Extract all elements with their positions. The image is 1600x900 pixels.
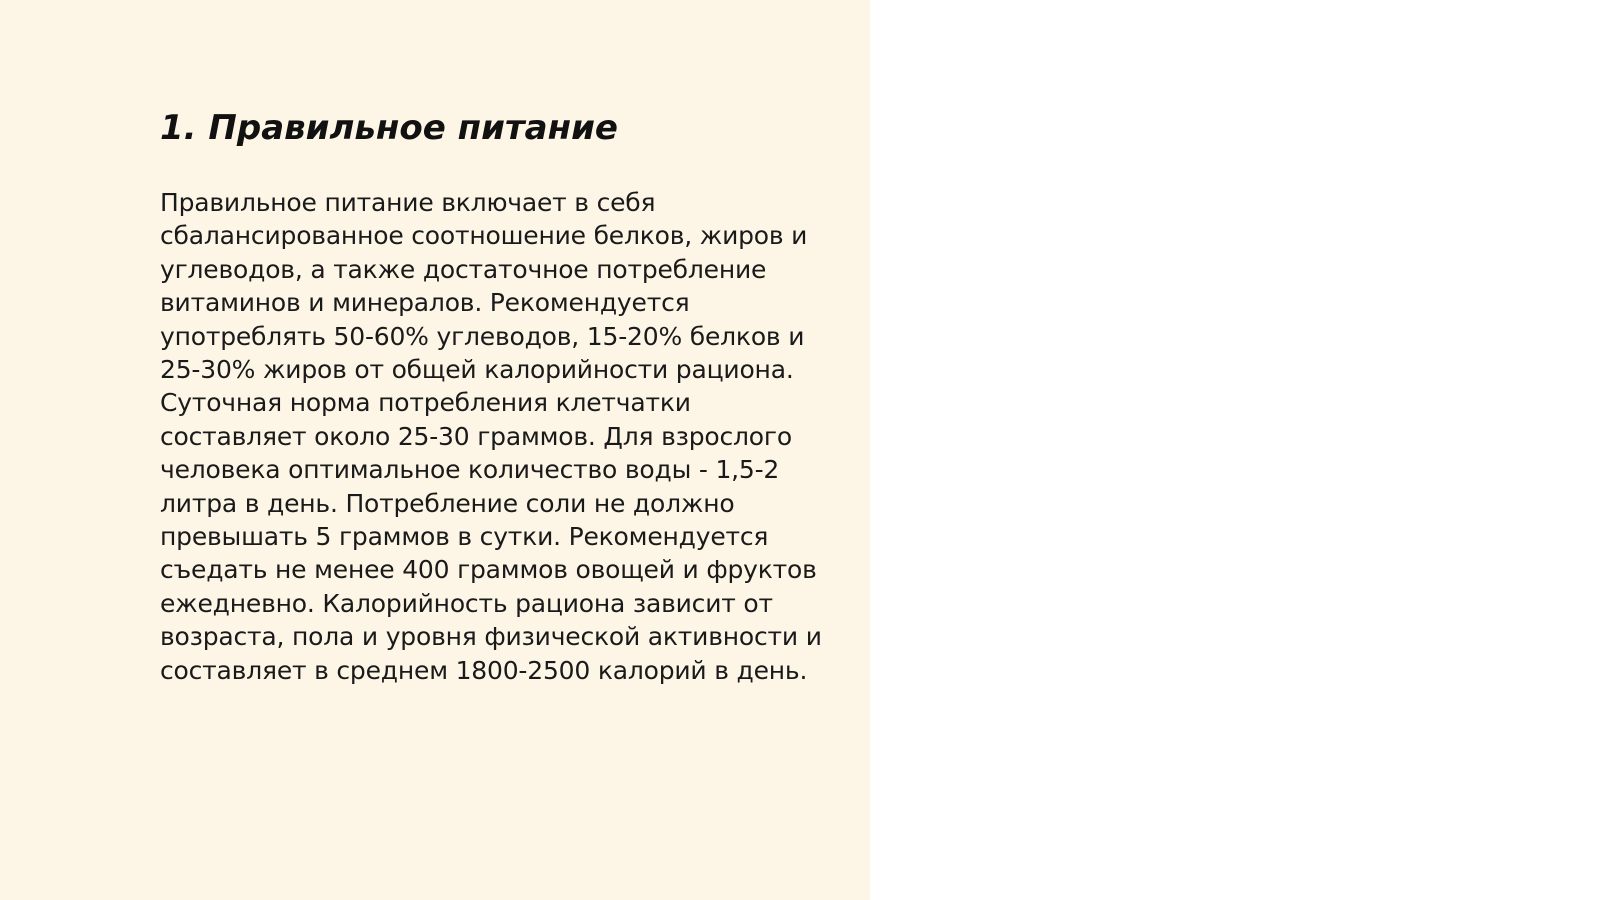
slide-title: 1. Правильное питание: [160, 108, 618, 148]
blank-panel: [870, 0, 1600, 900]
slide-body-text: Правильное питание включает в себя сбалансированное соотношение белков, жиров и углеводов, а также достаточное потребление витаминов и минералов. Рекомендуется употреблять 50-60% углеводов, 15-20% белков и 25-30% жиров от общей калорийности рациона. Суточная норма потребления клетчатки составляет около 25-30 граммов. Для взрослого человека оптимальное количество воды - 1,5-2 литра в день. Потребление соли не должно превышать 5 граммов в сутки. Рекомендуется съедать не менее 400 граммов овощей и фруктов ежедневно. Калорийность рациона зависит от возраста, пола и уровня физической активности и составляет в среднем 1800-2500 калорий в день.: [160, 188, 822, 685]
